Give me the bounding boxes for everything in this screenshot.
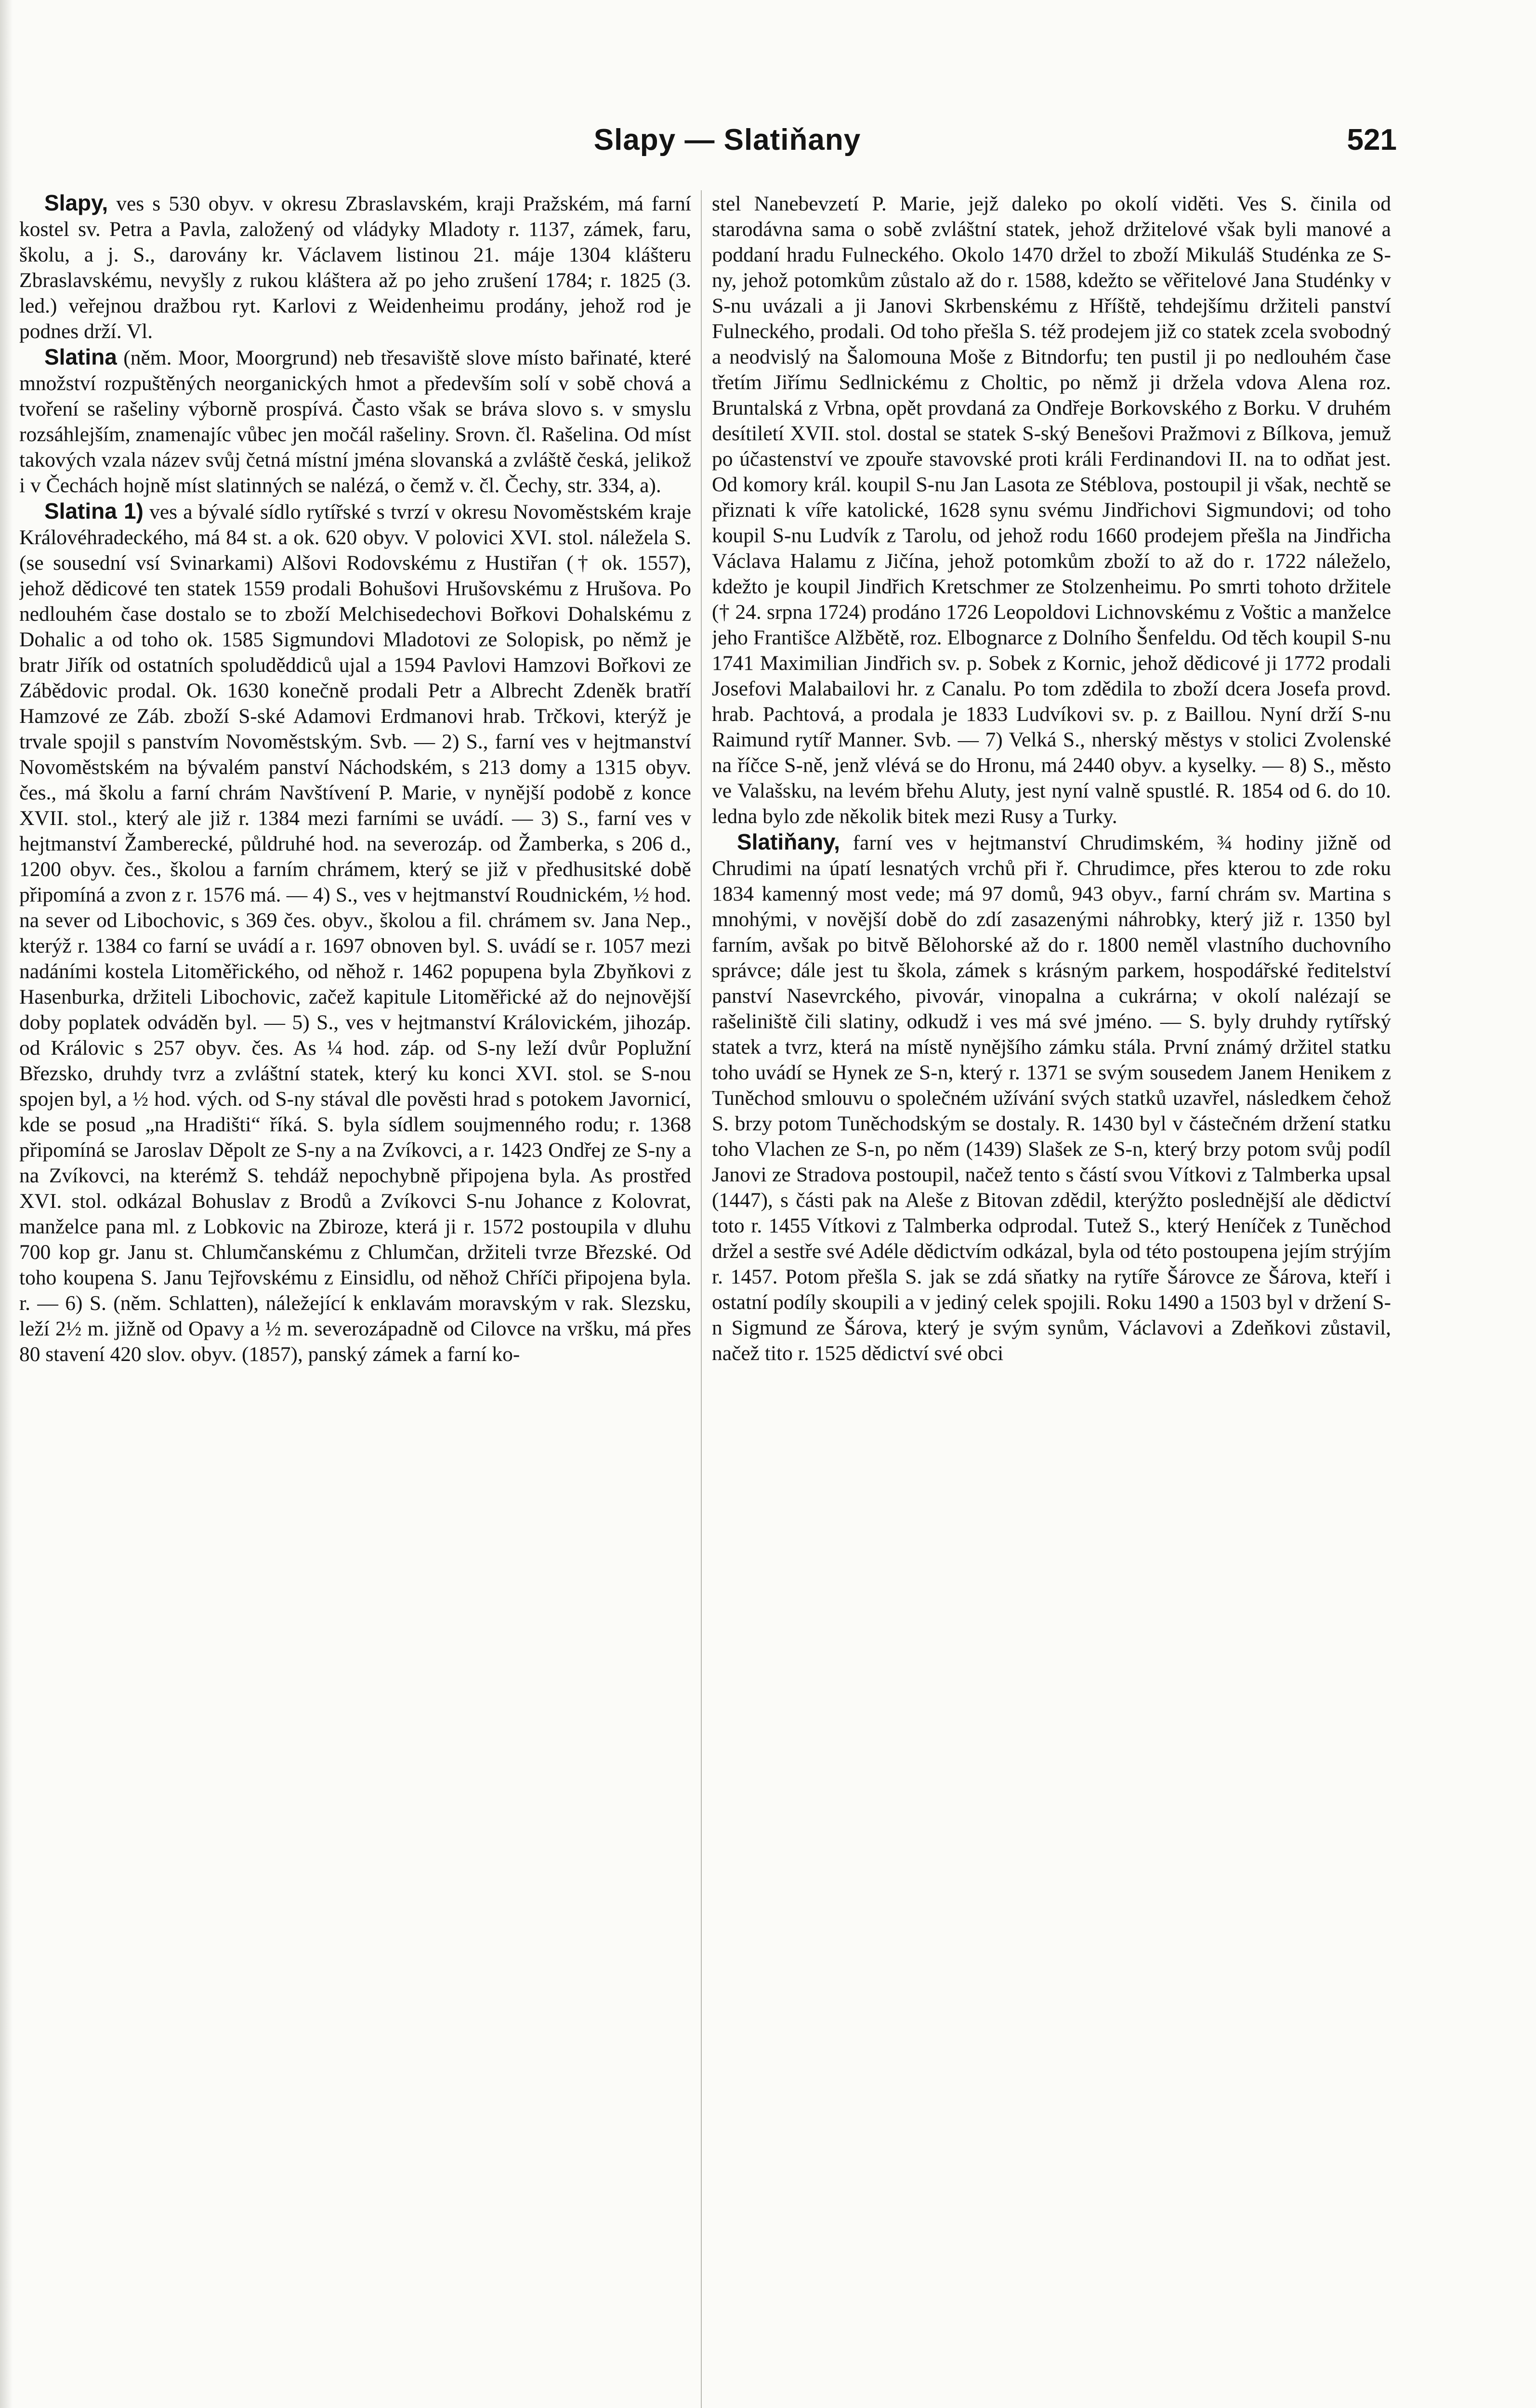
- entry-slapy: [19, 190, 691, 344]
- page-header: [58, 123, 1397, 161]
- entry-text: (něm. Moor, Moorgrund) neb třesaviště slove místo bařinaté, které množství rozpuštěných neorganických hmot a především solí v sobě chová a tvoření se rašeliny výborně prospívá. Často však se bráva slovo s. v smyslu rozsáhlejším, znamenajíc vůbec jen močál rašeliny. Srovn. čl. Rašelina. Od míst takových vzala název svůj četná místní jména slovanská a zvláště česká, jelikož i v Čechách hojně míst slatinných se nalézá, o čemž v. čl. Čechy, str. 334, a).: [19, 346, 691, 497]
- entry-slatina-places: [19, 498, 691, 1367]
- entry-text: ves a bývalé sídlo rytířské s tvrzí v okresu Novoměstském kraje Královéhradeckého, má 84 st. a ok. 620 obyv. V polovici XVI. stol. náležela S. (se sousední vsí Svinarkami) Alšovi Rodovskému z Hustiřan († ok. 1557), jehož dědicové ten statek 1559 prodali Bohušovi Hrušovskému z Hrušova. Po nedlouhém čase dostalo se to zboží Melchisedechovi Bořkovi Dohalskému z Dohalic a od toho ok. 1585 Sigmundovi Mladotovi ze Solopisk, po němž je bratr Jiřík od ostatních spoluděddiců ujal a 1594 Pavlovi Hamzovi Bořkovi ze Zábědovic prodal. Ok. 1630 konečně prodali Petr a Albrecht Zdeněk bratří Hamzové ze Záb. zboží S-ské Adamovi Erdmanovi hrab. Trčkovi, kterýž je trvale spojil s panstvím Novoměstským. Svb. — 2) S., farní ves v hejtmanství Novoměstském na bývalém panství Náchodském, s 213 domy a 1315 obyv. čes., má školu a farní chrám Navštívení P. Marie, v nynější podobě z konce XVII. stol., který ale již r. 1384 mezi farními se uvádí. — 3) S., farní ves v hejtmanství Žamberecké, půldruhé hod. na severozáp. od Žamberka, s 206 d., 1200 obyv. čes., školou a farním chrámem, který se již v předhusitské době připomíná a zvon z r. 1576 má. — 4) S., ves v hejtmanství Roudnickém, ½ hod. na sever od Libochovic, s 369 čes. obyv., školou a fil. chrámem sv. Jana Nep., kterýž r. 1384 co farní se uvádí a r. 1697 obnoven byl. S. uvádí se r. 1057 mezi nadáními kostela Litoměřického, od něhož r. 1462 popupena byla Zbyňkovi z Hasenburka, držiteli Libochovic, začež kapitule Litoměřické až do nejnovější doby poplatek odváděn byl. — 5) S., ves v hejtmanství Královickém, jihozáp. od Královic s 257 obyv. čes. As ¼ hod. záp. od S-ny leží dvůr Poplužní Březsko, druhdy tvrz a zvláštní statek, který ku konci XVI. stol. se S-nou spojen byl, a ½ hod. vých. od S-ny stával dle pověsti hrad s potokem Javornicí, kde se posud „na Hradišti“ říká. S. byla sídlem soujmenného rodu; r. 1368 připomíná se Jaroslav Děpolt ze S-ny a na Zvíkovci, a r. 1423 Ondřej ze S-ny a na Zvíkovci, na kterémž S. tehdáž nepochybně připojena byla. As prostřed XVI. stol. odkázal Bohuslav z Brodů a Zvíkovci S-nu Johance z Kolovrat, manželce pana ml. z Lobkovic na Zbiroze, která ji r. 1572 postoupila v dluhu 700 kop gr. Janu st. Chlumčanskému z Chlumčan, držiteli tvrze Březské. Od toho koupena S. Janu Tejřovskému z Einsidlu, od něhož Chříči připojena byla. r. — 6) S. (něm. Schlatten), náležející k enklavám moravským v rak. Slezsku, leží 2½ m. jižně od Opavy a ½ m. severozápadně od Cilovce na vršku, má přes 80 stavení 420 slov. obyv. (1857), panský zámek a farní ko-: [19, 500, 691, 1366]
- running-head: Slapy — Slatiňany: [593, 123, 861, 157]
- left-column: [19, 190, 691, 2408]
- column-divider: [701, 190, 702, 2408]
- page-number: 521: [1347, 123, 1397, 157]
- entry-lemma: Slapy,: [44, 190, 108, 215]
- entry-text: ves s 530 obyv. v okresu Zbraslavském, kraji Pražském, má farní kostel sv. Petra a Pavla, založený od vládyky Mladoty r. 1137, zámek, faru, školu, a j. S., darovány kr. Václavem listinou 21. máje 1304 klášteru Zbraslavskému, nevyšly z rukou kláštera až po jeho zrušení 1784; r. 1825 (3. led.) veřejnou dražbou ryt. Karlovi z Weidenheimu prodány, jehož rod je podnes drží. Vl.: [19, 192, 691, 343]
- right-column: [712, 190, 1391, 2408]
- scan-shadow-left: [0, 0, 13, 2408]
- entry-slatina: [19, 344, 691, 498]
- entry-lemma: Slatina: [44, 344, 117, 369]
- entry-text: stel Nanebevzetí P. Marie, jejž daleko po okolí viděti. Ves S. činila od starodávna sama o sobě zvláštní statek, jehož držitelové však byli manové a poddaní hradu Fulneckého. Okolo 1470 držel to zboží Mikuláš Studénka ze S-ny, jehož potomkům zůstalo až do r. 1588, kdežto se věřitelové Jana Studénky v S-nu uvázali a ji Janovi Skrbenskému z Hříště, tehdejšímu držiteli panství Fulneckého, prodali. Od toho přešla S. též prodejem již co statek zcela svobodný a neodvislý na Šalomouna Moše z Bitndorfu; ten pustil ji po nedlouhém čase třetím Jiřímu Sedlnickému z Choltic, po němž ji držela vdova Alena roz. Bruntalská z Vrbna, opět provdaná za Ondřeje Borkovského z Borku. V druhém desítiletí XVII. stol. dostal se statek S-ský Benešovi Pražmovi z Bílkova, jemuž po účastenství ve zpouře stavovské proti králi Ferdinandovi II. na to odňat jest. Od komory král. koupil S-nu Jan Lasota ze Stéblova, postoupil ji však, nechtě se přiznati k víře katolické, 1628 synu svému Jindřichovi Sigmundovi; od toho koupil S-nu Ludvík z Tarolu, od jehož rodu 1660 prodejem přešla na Jindřicha Václava Halamu z Jičína, jehož potomkům zboží to až do r. 1722 náleželo, kdežto je koupil Jindřich Kretschmer ze Stolzenheimu. Po smrti tohoto držitele († 24. srpna 1724) prodáno 1726 Leopoldovi Lichnovskému z Voštic a manželce jeho Františce Alžbětě, roz. Elbognarce z Dolního Šenfeldu. Od těch koupil S-nu 1741 Maximilian Jindřich sv. p. Sobek z Kornic, jehož dědicové ji 1772 prodali Josefovi Malabailovi hr. z Canalu. Po tom zdědila to zboží dcera Josefa provd. hrab. Pachtová, a prodala je 1833 Ludvíkovi sv. p. z Baillou. Nyní drží S-nu Raimund rytíř Manner. Svb. — 7) Velká S., nherský městys v stolici Zvolenské na říčce S-ně, jenž vlévá se do Hronu, má 2440 obyv. a kyselky. — 8) S., město ve Valašsku, na levém břehu Aluty, jest nyní valně spustlé. R. 1854 od 6. do 10. ledna bylo zde několik bitek mezi Rusy a Turky.: [712, 192, 1391, 828]
- entry-text: farní ves v hejtmanství Chrudimském, ¾ hodiny jižně od Chrudimi na úpatí lesnatých vrchů při ř. Chrudimce, přes kterou to zde roku 1834 kamenný most vede; má 97 domů, 943 obyv., farní chrám sv. Martina s mnohými, v novější době do zdí zasazenými náhrobky, který již r. 1350 byl farním, avšak po bitvě Bělohorské až do r. 1800 neměl vlastního duchovního správce; dále jest tu škola, zámek s krásným parkem, hospodářské ředitelství panství Nasevrckého, pivovár, vinopalna a cukrárna; v okolí nalézají se rašeliniště čili slatiny, odkudž i ves má své jméno. — S. byly druhdy rytířský statek a tvrz, která na místě nynějšího zámku stála. První známý držitel statku toho uvádí se Hynek ze S-n, který r. 1371 se svým sousedem Janem Henikem z Tuněchod smlouvu o společném užívání svých statků uzavřel, následkem čehož S. brzy potom Tuněchodským se dostaly. R. 1430 byl v částečném držení statku toho Vlachen ze S-n, po něm (1439) Slašek ze S-n, který brzy potom svůj podíl Janovi ze Stradova postoupil, načež tento s částí svou Vítkovi z Talmberka upsal (1447), s části pak na Aleše z Bitovan zdědil, kterýžto poslednější ale dědictví toto r. 1455 Vítkovi z Talmberka odprodal. Tutež S., který Heníček z Tuněchod držel a sestře své Adéle dědictvím odkázal, byla od této postoupena jejím strýjím r. 1457. Potom přešla S. jak se zdá sňatky na rytíře Šárovce ze Šárova, kteří i ostatní podíly skoupili a v jediný celek spojili. Roku 1490 a 1503 byl v držení S-n Sigmund ze Šárova, který je svým synům, Václavovi a Zdeňkovi zůstavil, načež tito r. 1525 dědictví své obci: [712, 831, 1391, 1365]
- entry-lemma: Slatina 1): [44, 498, 144, 523]
- entry-slatinany: [712, 829, 1391, 1366]
- entry-lemma: Slatiňany,: [737, 829, 840, 854]
- entry-continuation: [712, 190, 1391, 829]
